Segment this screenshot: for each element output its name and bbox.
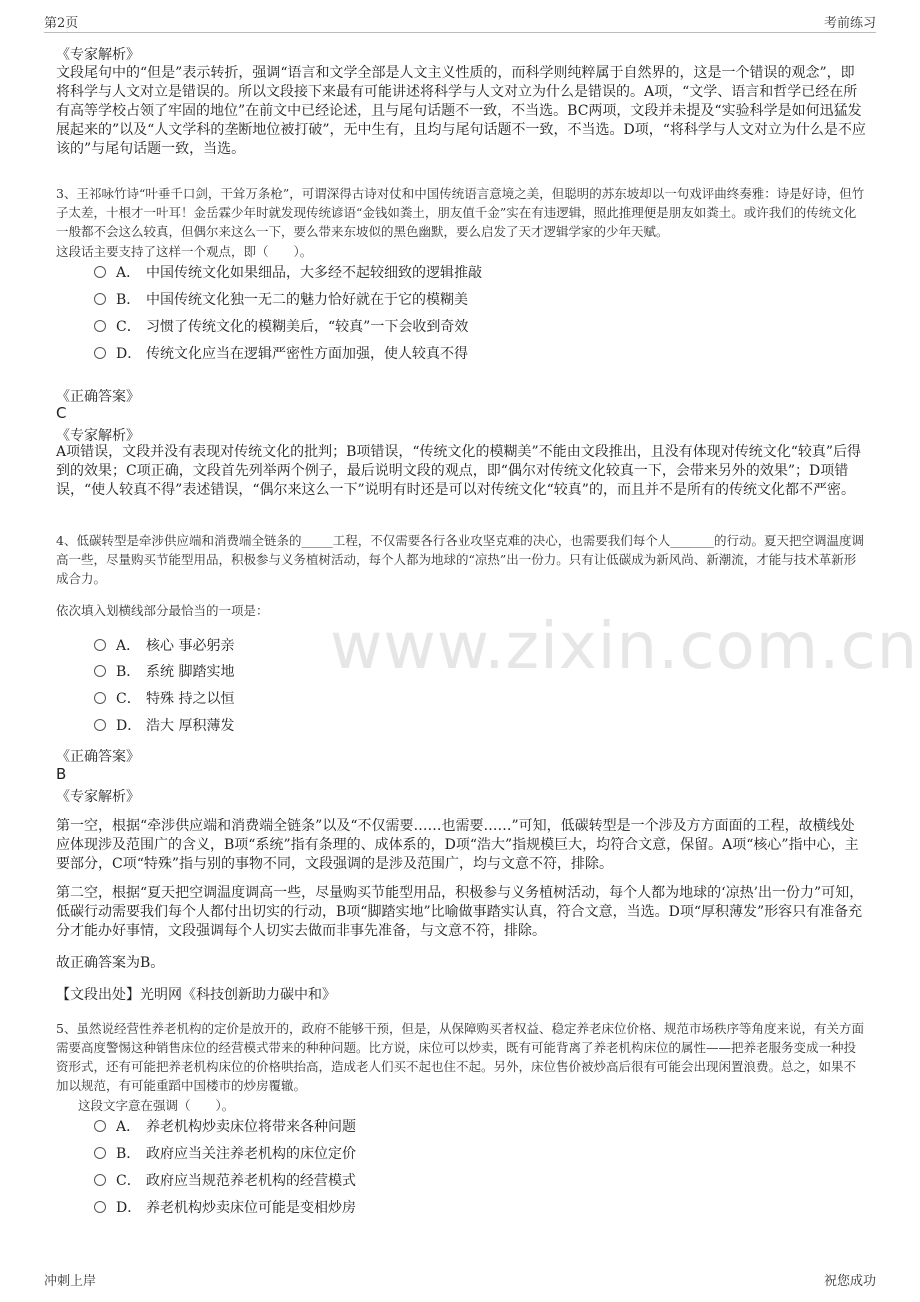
q4-option-a[interactable]: A． 核心 事必躬亲 [94, 636, 234, 656]
q3-option-d[interactable]: D． 传统文化应当在逻辑严密性方面加强，使人较真不得 [94, 344, 468, 364]
q3-option-a[interactable]: A． 中国传统文化如果细品，大多经不起较细致的逻辑推敲 [94, 263, 482, 283]
q4-option-c[interactable]: C． 特殊 持之以恒 [94, 689, 234, 709]
q4-analysis-2: 第二空，根据“夏天把空调温度调高一些，尽量购买节能型用品，积极参与义务植树活动，每个人都为地球的‘凉热’出一份力”可知，低碳行动需要我们每个人都付出切实的行动，B项“脚踏实地”比喻做事踏实认真，符合文意，当选。D项“厚积薄发”形容只有准备充分才能办好事情，文段强调每个人切实去做而非事先准备，与文意不符，排除。 [56, 885, 864, 939]
q4-expert-label: 《专家解析》 [56, 789, 140, 805]
q5-option-a[interactable]: A． 养老机构炒卖床位将带来各种问题 [94, 1117, 356, 1137]
radio-icon[interactable] [94, 639, 106, 651]
radio-icon[interactable] [94, 347, 106, 359]
q4-option-b[interactable]: B． 系统 脚踏实地 [94, 662, 234, 682]
q3-option-c[interactable]: C． 习惯了传统文化的模糊美后，“较真”一下会收到奇效 [94, 317, 468, 337]
q4-answer-label: 《正确答案》 [56, 749, 140, 765]
radio-icon[interactable] [94, 692, 106, 704]
page-footer [44, 1270, 876, 1292]
page-header [44, 10, 876, 33]
q5-option-d[interactable]: D． 养老机构炒卖床位可能是变相炒房 [94, 1198, 356, 1218]
q5-option-b[interactable]: B． 政府应当关注养老机构的床位定价 [94, 1144, 356, 1164]
radio-icon[interactable] [94, 719, 106, 731]
q3-expert-label: 《专家解析》 [56, 428, 140, 444]
q2-expert-label: 《专家解析》 [56, 47, 140, 63]
footer-left: 冲刺上岸 [44, 1274, 97, 1289]
q5-stem: 5、虽然说经营性养老机构的定价是放开的，政府不能够干预，但是，从保障购买者权益、稳定养老床位价格、规范市场秩序等角度来说，有关方面需要高度警惕这种销售床位的经营模式带来的种种问题。比方说，床位可以炒卖，既有可能背离了养老机构床位的属性——把养老服务变成一种投资形式，还有可能把养老机构床位的价格哄抬高，造成老人们买不起也住不起。另外，床位售价被炒高后很有可能会出现闲置浪费。总之，如果不加以规范，有可能重蹈中国楼市的炒房覆辙。 [56, 1021, 864, 1093]
radio-icon[interactable] [94, 1120, 106, 1132]
q4-analysis-1: 第一空，根据“牵涉供应端和消费端全链条”以及“不仅需要……也需要……”可知，低碳转型是一个涉及方方面面的工程，故横线处应体现涉及范围广的含义，B项“系统”指有条理的、成体系的，D项“浩大”指规模巨大，均符合文意，保留。A项“核心”指中心，主要部分，C项“特殊”指与别的事物不同，文段强调的是涉及范围广，均与文意不符，排除。 [56, 818, 859, 872]
q3-answer-label: 《正确答案》 [56, 389, 140, 405]
radio-icon[interactable] [94, 293, 106, 305]
q4-prompt: 依次填入划横线部分最恰当的一项是： [56, 603, 269, 618]
radio-icon[interactable] [94, 320, 106, 332]
q3-prompt: 这段话主要支持了这样一个观点，即（ ）。 [56, 244, 313, 259]
q3-option-b[interactable]: B． 中国传统文化独一无二的魅力恰好就在于它的模糊美 [94, 290, 468, 310]
q4-stem: 4、低碳转型是牵涉供应端和消费端全链条的_____工程，不仅需要各行各业攻坚克难的决心，也需要我们每个人_______的行动。夏天把空调温度调高一些，尽量购买节能型用品，积极参与义务植树活动，每个人都为地球的“凉热”出一份力。只有让低碳成为新风尚、新潮流，才能与技术革新形成合力。 [56, 533, 864, 586]
radio-icon[interactable] [94, 1201, 106, 1213]
q4-source: 【文段出处】光明网《科技创新助力碳中和》 [56, 987, 336, 1003]
q2-analysis: 文段尾句中的“但是”表示转折，强调“语言和文学全部是人文主义性质的，而科学则纯粹属于自然界的，这是一个错误的观念”，即将科学与人文对立是错误的。所以文段接下来最有可能讲述将科学与人文对立为什么是错误的。A项，“文学、语言和哲学已经在所有高等学校占领了牢固的地位”在前文中已经论述，且与尾句话题不一致，不当选。BC两项，文段并未提及“实验科学是如何迅猛发展起来的”以及“人文学科的垄断地位被打破”，无中生有，且均与尾句话题不一致，不当选。D项，“将科学与人文对立为什么是不应该的”与尾句话题一致，当选。 [56, 65, 866, 157]
q4-answer: B [56, 765, 67, 783]
watermark: www.zixin.com.cn [330, 610, 919, 684]
q4-conclusion: 故正确答案为B。 [56, 955, 165, 971]
q3-analysis: A项错误，文段并没有表现对传统文化的批判；B项错误，“传统文化的模糊美”不能由文段推出，且没有体现对传统文化“较真”后得到的效果；C项正确，文段首先列举两个例子，最后说明文段的观点，即“偶尔对传统文化较真一下，会带来另外的效果”；D项错误，“使人较真不得”表述错误，“偶尔来这么一下”说明有时还是可以对传统文化“较真”的，而且并不是所有的传统文化都不严密。 [56, 444, 862, 498]
q3-stem: 3、王祁咏竹诗“叶垂千口剑，干耸万条枪”，可谓深得古诗对仗和中国传统语言意境之美，但聪明的苏东坡却以一句戏评曲终奏雅：诗是好诗，但竹子太差，十根才一叶耳！金岳霖少年时就发现传统谚语“金钱如粪土，朋友值千金”实在有违逻辑，照此推理便是朋友如粪土。或许我们的传统文化一般都不会这么较真，但偶尔来这么一下，要么带来东坡似的黑色幽默，要么启发了天才逻辑学家的少年天赋。 [56, 186, 865, 239]
q4-option-d[interactable]: D． 浩大 厚积薄发 [94, 716, 234, 736]
q5-prompt: 这段文字意在强调（ ）。 [78, 1098, 235, 1113]
header-tag: 考前练习 [823, 16, 876, 31]
footer-right: 祝您成功 [823, 1274, 876, 1289]
page-number: 第2页 [44, 16, 79, 31]
radio-icon[interactable] [94, 665, 106, 677]
radio-icon[interactable] [94, 1174, 106, 1186]
q5-option-c[interactable]: C． 政府应当规范养老机构的经营模式 [94, 1171, 356, 1191]
radio-icon[interactable] [94, 266, 106, 278]
radio-icon[interactable] [94, 1147, 106, 1159]
q3-answer: C [56, 404, 67, 422]
